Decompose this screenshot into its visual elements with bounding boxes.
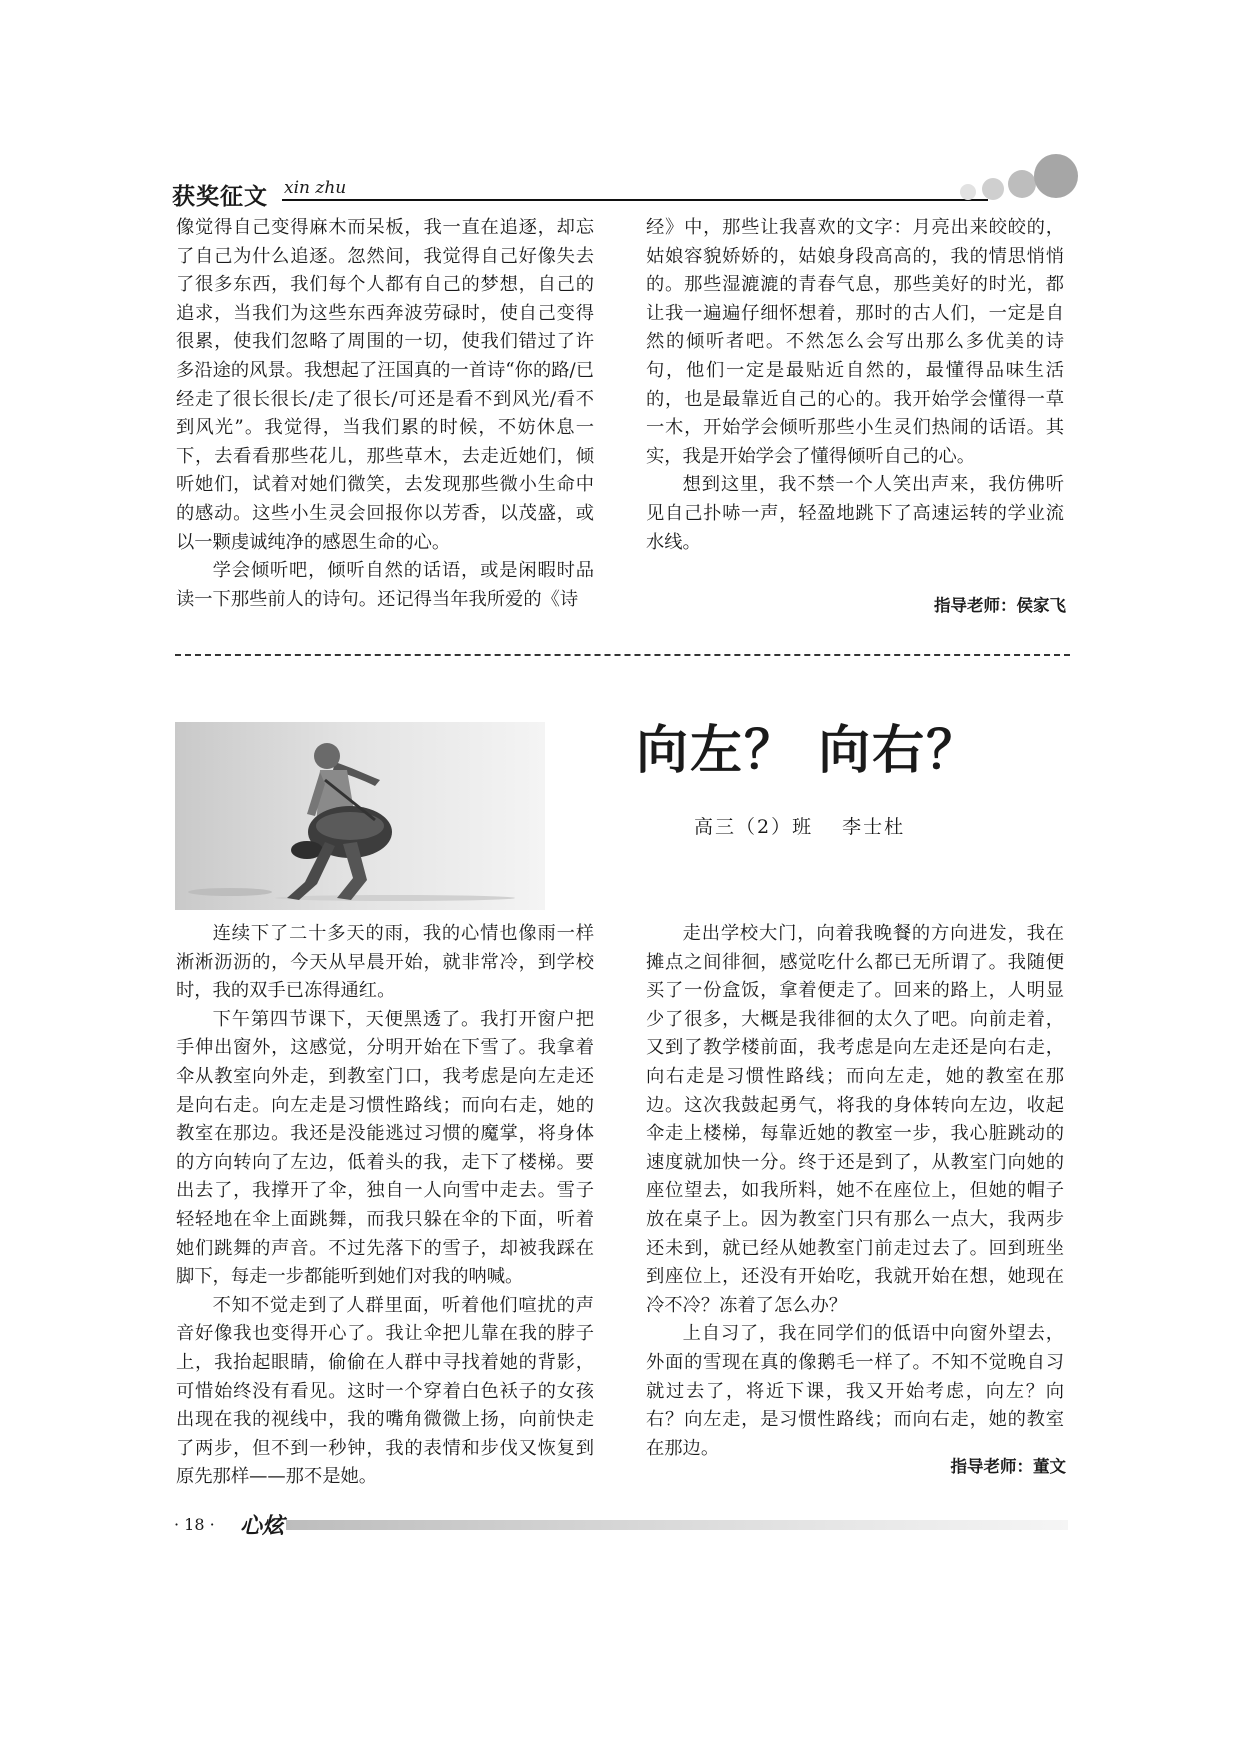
article2-paragraph: 不知不觉走到了人群里面，听着他们喧扰的声音好像我也变得开心了。我让伞把儿靠在我的脖子上，我抬起眼睛，偷偷在人群中寻找着她的背影，可惜始终没有看见。这时一个穿着白色袄子的女孩出现在我的视线中，我的嘴角微微上扬，向前快走了两步，但不到一秒钟，我的表情和步伐又恢复到原先那样——那不是她。 bbox=[176, 1294, 594, 1488]
article1-signature: 指导老师：侯家飞 bbox=[934, 596, 1066, 615]
magazine-name: 心炫 bbox=[240, 1513, 285, 1539]
article2-left-column bbox=[176, 920, 594, 1492]
article-divider bbox=[175, 654, 1070, 656]
article1-paragraph: 想到这里，我不禁一个人笑出声来，我仿佛听见自己扑哧一声，轻盈地跳下了高速运转的学业流水线。 bbox=[646, 474, 1064, 553]
article2-signature: 指导老师：董文 bbox=[950, 1457, 1066, 1476]
article2-right-column bbox=[646, 920, 1064, 1463]
article2-paragraph: 下午第四节课下，天便黑透了。我打开窗户把手伸出窗外，这感觉，分明开始在下雪了。我拿着伞从教室向外走，到教室门口，我考虑是向左走还是向右走。向左走是习惯性路线；而向右走，她的教室在那边。我还是没能逃过习惯的魔掌，将身体的方向转向了左边，低着头的我，走下了楼梯。要出去了，我撑开了伞，独自一人向雪中走去。雪子轻轻地在伞上面跳舞，而我只躲在伞的下面，听着她们跳舞的声音。不过先落下的雪子，却被我踩在脚下，每走一步都能听到她们对我的呐喊。 bbox=[176, 1008, 594, 1288]
header-dots-icon bbox=[960, 150, 1080, 206]
article1-left-column bbox=[176, 214, 594, 614]
article2-paragraph: 走出学校大门，向着我晚餐的方向进发，我在摊点之间徘徊，感觉吃什么都已无所谓了。我随便买了一份盒饭，拿着便走了。回来的路上，人明显少了很多，大概是我徘徊的太久了吧。向前走着，又到了教学楼前面，我考虑是向左走还是向右走，向右走是习惯性路线；而向左走，她的教室在那边。这次我鼓起勇气，将我的身体转向左边，收起伞走上楼梯，每靠近她的教室一步，我心脏跳动的速度就加快一分。终于还是到了，从教室门向她的座位望去，如我所料，她不在座位上，但她的帽子放在桌子上。因为教室门只有那么一点大，我两步还未到，就已经从她教室门前走过去了。回到班坐到座位上，还没有开始吃，我就开始在想，她现在冷不冷？冻着了怎么办？ bbox=[646, 923, 1064, 1316]
article1-paragraph: 学会倾听吧，倾听自然的话语，或是闲暇时品读一下那些前人的诗句。还记得当年我所爱的《诗 bbox=[176, 560, 594, 610]
page-number: · 18 · bbox=[174, 1515, 215, 1534]
section-subtitle: xin zhu bbox=[284, 178, 347, 198]
article2-title: 向左？ 向右？ bbox=[636, 720, 981, 781]
article2-paragraph: 上自习了，我在同学们的低语中向窗外望去，外面的雪现在真的像鹅毛一样了。不知不觉晚自习就过去了，将近下课，我又开始考虑，向左？向右？向左走，是习惯性路线；而向右走，她的教室在那边。 bbox=[646, 1323, 1064, 1459]
footer-bar bbox=[286, 1520, 1068, 1530]
article1-paragraph: 经》中，那些让我喜欢的文字：月亮出来皎皎的，姑娘容貌娇娇的，姑娘身段高高的，我的情思悄悄的。那些湿漉漉的青春气息，那些美好的时光，都让我一遍遍仔细怀想着，那时的古人们，一定是自然的倾听者吧。不然怎么会写出那么多优美的诗句，他们一定是最贴近自然的，最懂得品味生活的，也是最靠近自己的心的。我开始学会懂得一草一木，开始学会倾听那些小生灵们热闹的话语。其实，我是开始学会了懂得倾听自己的心。 bbox=[646, 217, 1064, 467]
section-title: 获奖征文 bbox=[172, 184, 268, 210]
man-walking-with-bag-illustration bbox=[175, 722, 545, 910]
article1-right-column bbox=[646, 214, 1064, 557]
article1-paragraph: 像觉得自己变得麻木而呆板，我一直在追逐，却忘了自己为什么追逐。忽然间，我觉得自己好像失去了很多东西，我们每个人都有自己的梦想，自己的追求，当我们为这些东西奔波劳碌时，使自己变得很累，使我们忽略了周围的一切，使我们错过了许多沿途的风景。我想起了汪国真的一首诗“你的路/已经走了很长很长/走了很长/可还是看不到风光/看不到风光”。我觉得，当我们累的时候，不妨休息一下，去看看那些花儿，那些草木，去走近她们，倾听她们，试着对她们微笑，去发现那些微小生命中的感动。这些小生灵会回报你以芳香，以茂盛，或以一颗虔诚纯净的感恩生命的心。 bbox=[176, 217, 594, 553]
article2-paragraph: 连续下了二十多天的雨，我的心情也像雨一样淅淅沥沥的，今天从早晨开始，就非常冷，到学校时，我的双手已冻得通红。 bbox=[176, 923, 594, 1002]
header-rule bbox=[282, 199, 988, 201]
article2-author: 高三（2）班 李士杜 bbox=[694, 816, 906, 838]
